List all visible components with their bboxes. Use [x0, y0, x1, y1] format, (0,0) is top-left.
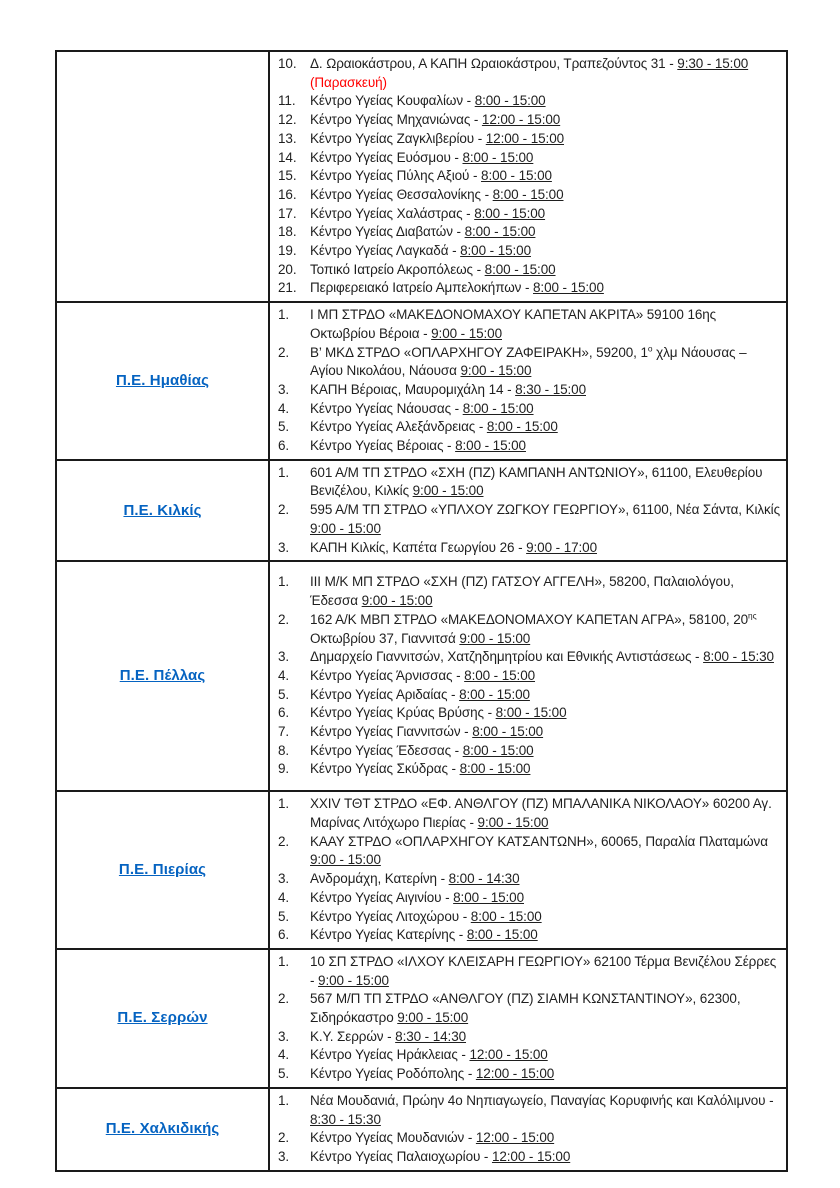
schedule-table — [55, 50, 788, 1172]
location-entry — [278, 223, 780, 242]
entry-text — [310, 381, 780, 400]
location-entry — [278, 667, 780, 686]
entry-number: 18. — [278, 224, 297, 240]
location-text: Δ. Ωραιοκάστρου, Α ΚΑΠΗ Ωραιοκάστρου, Τραπεζούντος 31 - — [310, 56, 678, 71]
entry-text — [310, 870, 780, 889]
location-text: Κέντρο Υγείας Νάουσας - — [310, 400, 463, 416]
entry-number: 2. — [278, 344, 290, 360]
location-entry — [278, 1046, 780, 1065]
region-row — [56, 791, 787, 949]
location-entry — [278, 611, 780, 648]
entry-number: 3. — [278, 1028, 290, 1044]
entry-number: 19. — [278, 243, 297, 259]
entry-text — [310, 344, 780, 381]
location-text: Κέντρο Υγείας Κατερίνης - — [310, 927, 467, 943]
opening-hours: 9:00 - 17:00 — [526, 539, 597, 555]
entry-number: 4. — [278, 889, 290, 905]
region-label-cell — [56, 302, 269, 460]
opening-hours: 12:00 - 15:00 — [491, 1148, 571, 1164]
location-text: 10 ΣΠ ΣΤΡΔΟ «ΙΛΧΟΥ ΚΛΕΙΣΑΡΗ ΓΕΩΡΓΙΟΥ» 62100 Τέρμα Βενιζέλου Σέρρες - — [310, 953, 777, 988]
entry-text — [310, 1046, 780, 1065]
entry-text — [310, 667, 780, 686]
location-entry — [278, 501, 780, 538]
location-text: Κέντρο Υγείας Αλεξάνδρειας - — [310, 419, 487, 435]
opening-hours: 8:00 - 15:00 — [453, 889, 524, 905]
entry-text — [310, 437, 780, 456]
region-label-cell — [56, 561, 269, 791]
location-text: Οκτωβρίου 37, Γιαννιτσά — [310, 630, 460, 646]
entry-text — [310, 611, 780, 648]
entry-number: 7. — [278, 724, 290, 740]
opening-hours: 8:00 - 15:00 — [486, 419, 558, 435]
location-text: Κέντρο Υγείας Πύλης Αξιού - — [310, 168, 482, 184]
entry-text — [310, 742, 780, 761]
entry-text — [310, 1092, 780, 1129]
location-text: Κέντρο Υγείας Παλαιοχωρίου - — [310, 1148, 492, 1164]
location-entry — [278, 889, 780, 908]
entry-number: 5. — [278, 908, 290, 924]
entry-number: 3. — [278, 871, 290, 887]
location-text: Κέντρο Υγείας Λιτοχώρου - — [310, 908, 471, 924]
entry-text — [310, 261, 780, 280]
opening-hours: 9:00 - 15:00 — [460, 363, 532, 379]
entry-number: 6. — [278, 705, 290, 721]
entry-number: 13. — [278, 130, 297, 146]
opening-hours: 12:00 - 15:00 — [475, 1130, 555, 1146]
opening-hours: 8:30 - 14:30 — [395, 1028, 467, 1044]
region-row — [56, 302, 787, 460]
entry-number: 5. — [278, 686, 290, 702]
location-text: Κέντρο Υγείας Γιαννιτσών - — [310, 724, 473, 740]
location-text: ΙΙΙ Μ/Κ ΜΠ ΣΤΡΔΟ «ΣΧΗ (ΠΖ) ΓΑΤΣΟΥ ΑΓΓΕΛΗ», 58200, Παλαιολόγου, Έδεσσα — [310, 574, 734, 609]
entry-number: 16. — [278, 186, 297, 202]
location-text: Ανδρομάχη, Κατερίνη - — [310, 871, 449, 887]
opening-hours: 9:00 - 15:00 — [431, 325, 502, 341]
region-label-cell — [56, 460, 269, 562]
location-text: Κέντρο Υγείας Ροδόπολης - — [310, 1066, 476, 1082]
location-text: Κέντρο Υγείας Έδεσσας - — [310, 742, 463, 758]
entry-number: 2. — [278, 833, 290, 849]
location-entry — [278, 1065, 780, 1084]
location-text: Κέντρο Υγείας Ηράκλειας - — [310, 1047, 470, 1063]
location-text: Κέντρο Υγείας Θεσσαλονίκης - — [310, 186, 493, 202]
locations-cell — [269, 791, 787, 949]
opening-hours: 9:00 - 15:00 — [477, 814, 549, 830]
location-text: 162 Α/Κ ΜΒΠ ΣΤΡΔΟ «ΜΑΚΕΔΟΝΟΜΑΧΟΥ ΚΑΠΕΤΑΝ ΑΓΡΑ», 58100, 20 — [310, 611, 749, 627]
opening-hours: 9:00 - 15:00 — [397, 1010, 469, 1026]
opening-hours: 8:00 - 15:30 — [703, 649, 774, 665]
entry-text — [310, 704, 780, 723]
entry-number: 3. — [278, 381, 290, 397]
entry-number: 3. — [278, 539, 290, 555]
location-entry — [278, 279, 780, 298]
entry-number: 1. — [278, 1092, 290, 1108]
opening-hours: 9:00 - 15:00 — [459, 630, 531, 646]
entry-text — [310, 990, 780, 1027]
entry-text — [310, 92, 780, 111]
location-text: Κέντρο Υγείας Κουφαλίων - — [310, 93, 475, 109]
entry-text — [310, 149, 780, 168]
entry-number: 9. — [278, 761, 290, 777]
location-entry — [278, 648, 780, 667]
entry-text — [310, 464, 780, 501]
entry-number: 2. — [278, 611, 290, 627]
location-entry — [278, 306, 780, 343]
entry-text — [310, 686, 780, 705]
location-entry — [278, 381, 780, 400]
location-entry — [278, 833, 780, 870]
location-entry — [278, 205, 780, 224]
location-text: Κ.Υ. Σερρών - — [310, 1028, 396, 1044]
opening-hours: 9:00 - 15:00 — [318, 972, 389, 988]
entry-text — [310, 953, 780, 990]
entry-text — [310, 279, 780, 298]
location-entry — [278, 149, 780, 168]
opening-hours: 8:00 - 15:00 — [459, 761, 531, 777]
entry-text — [310, 130, 780, 149]
region-label-cell — [56, 51, 269, 302]
location-entry — [278, 870, 780, 889]
entry-text — [310, 723, 780, 742]
region-label: Π.Ε. Κιλκίς — [123, 501, 202, 519]
entry-number: 4. — [278, 400, 290, 416]
entry-number: 3. — [278, 649, 290, 665]
entry-text — [310, 1065, 780, 1084]
opening-hours: 9:00 - 15:00 — [310, 520, 381, 536]
location-text: XXIV ΤΘΤ ΣΤΡΔΟ «ΕΦ. ΑΝΘΛΓΟΥ (ΠΖ) ΜΠΑΛΑΝΙΚΑ ΝΙΚΟΛΑΟΥ» 60200 Αγ. Μαρίνας Λιτόχωρο Πιερίας - — [310, 796, 772, 830]
entry-number: 6. — [278, 438, 290, 454]
entry-number: 2. — [278, 502, 290, 518]
location-entry — [278, 795, 780, 832]
entry-number: 1. — [278, 953, 290, 969]
location-text: Β’ ΜΚΔ ΣΤΡΔΟ «ΟΠΛΑΡΧΗΓΟΥ ΖΑΦΕΙΡΑΚΗ», 59200, 1 — [310, 344, 648, 360]
entry-text — [310, 400, 780, 419]
entry-text — [310, 908, 780, 927]
location-text: 601 Α/Μ ΤΠ ΣΤΡΔΟ «ΣΧΗ (ΠΖ) ΚΑΜΠΑΝΗ ΑΝΤΩΝΙΟΥ», 61100, Ελευθερίου Βενιζέλου, Κιλκίς — [310, 464, 763, 499]
location-text: Κέντρο Υγείας Ζαγκλιβερίου - — [310, 130, 486, 146]
location-entry — [278, 1028, 780, 1047]
schedule-table-body — [56, 51, 787, 1171]
locations-cell — [269, 302, 787, 460]
opening-hours: 12:00 - 15:00 — [485, 130, 565, 146]
entry-text — [310, 833, 780, 870]
opening-hours: 8:30 - 15:00 — [515, 381, 586, 397]
locations-cell — [269, 561, 787, 791]
location-entry — [278, 742, 780, 761]
locations-cell — [269, 51, 787, 302]
location-text: Κέντρο Υγείας Μουδανιών - — [310, 1130, 476, 1146]
locations-cell — [269, 949, 787, 1088]
location-entry — [278, 1092, 780, 1129]
opening-hours: 8:00 - 15:00 — [462, 400, 534, 416]
opening-hours: 8:00 - 15:00 — [474, 93, 546, 109]
opening-hours: 8:00 - 14:30 — [448, 871, 520, 887]
region-label-cell — [56, 949, 269, 1088]
opening-hours: 9:00 - 15:00 — [310, 852, 381, 868]
region-row — [56, 460, 787, 562]
entry-number: 11. — [278, 93, 296, 109]
location-entry — [278, 953, 780, 990]
entry-text — [310, 186, 780, 205]
region-row — [56, 51, 787, 302]
entry-number: 1. — [278, 796, 290, 812]
location-entry — [278, 686, 780, 705]
entry-text — [310, 573, 780, 610]
location-entry — [278, 990, 780, 1027]
location-text: Δημαρχείο Γιαννιτσών, Χατζηδημητρίου και Εθνικής Αντιστάσεως - — [310, 649, 704, 665]
entry-number: 12. — [278, 112, 297, 128]
opening-hours: 8:00 - 15:00 — [492, 186, 564, 202]
location-entry — [278, 111, 780, 130]
entry-number: 17. — [278, 205, 297, 221]
entry-text — [310, 167, 780, 186]
entry-text — [310, 926, 780, 945]
region-label: Π.Ε. Πιερίας — [118, 861, 207, 879]
region-label: Π.Ε. Χαλκιδικής — [105, 1120, 220, 1138]
entry-number: 6. — [278, 927, 290, 943]
location-text: Κέντρο Υγείας Αιγινίου - — [310, 889, 454, 905]
opening-hours: 8:00 - 15:00 — [474, 205, 546, 221]
location-entry — [278, 464, 780, 501]
location-entry — [278, 55, 780, 92]
opening-hours: 9:00 - 15:00 — [361, 593, 433, 609]
location-text: Κέντρο Υγείας Σκύδρας - — [310, 761, 460, 777]
entry-text — [310, 1028, 780, 1047]
location-entry — [278, 130, 780, 149]
location-entry — [278, 539, 780, 558]
opening-hours: 12:00 - 15:00 — [481, 112, 561, 128]
location-text: Κέντρο Υγείας Άρνισσας - — [310, 667, 465, 683]
entry-number: 2. — [278, 1130, 290, 1146]
location-text: Νέα Μουδανιά, Πρώην 4ο Νηπιαγωγείο, Παναγίας Κορυφινής και Καλόλιμνου - — [310, 1092, 774, 1108]
location-entry — [278, 242, 780, 261]
entry-text — [310, 111, 780, 130]
location-entry — [278, 400, 780, 419]
opening-hours: 8:00 - 15:00 — [455, 438, 526, 454]
opening-hours: 8:00 - 15:00 — [484, 261, 556, 277]
region-label: Π.Ε. Ημαθίας — [115, 371, 210, 389]
entry-text — [310, 539, 780, 558]
entry-number: 14. — [278, 149, 297, 165]
opening-hours: 8:00 - 15:00 — [481, 168, 552, 184]
location-entry — [278, 261, 780, 280]
opening-hours: 8:00 - 15:00 — [466, 927, 538, 943]
entry-text — [310, 418, 780, 437]
opening-hours: 8:00 - 15:00 — [464, 667, 536, 683]
entry-text — [310, 223, 780, 242]
region-row — [56, 1088, 787, 1171]
region-label: Π.Ε. Πέλλας — [119, 667, 206, 685]
location-entry — [278, 167, 780, 186]
entry-number: 5. — [278, 419, 290, 435]
locations-cell — [269, 1088, 787, 1171]
location-text: Κέντρο Υγείας Μηχανιώνας - — [310, 112, 482, 128]
opening-hours: 9:30 - 15:00 — [677, 56, 749, 71]
location-text: Κέντρο Υγείας Ευόσμου - — [310, 149, 463, 165]
location-text: Κέντρο Υγείας Κρύας Βρύσης - — [310, 705, 496, 721]
entry-number: 1. — [278, 464, 290, 480]
opening-hours: 8:00 - 15:00 — [462, 149, 534, 165]
location-entry — [278, 704, 780, 723]
entry-number: 3. — [278, 1148, 290, 1164]
entry-text — [310, 760, 780, 779]
location-text: χλμ Νάουσας – Αγίου Νικολάου, Νάουσα — [310, 344, 747, 379]
ordinal-suffix: ης — [748, 610, 757, 621]
location-entry — [278, 1129, 780, 1148]
location-text: ΚΑΑΥ ΣΤΡΔΟ «ΟΠΛΑΡΧΗΓΟΥ ΚΑΤΣΑΝΤΩΝΗ», 60065, Παραλία Πλαταμώνα — [310, 833, 768, 849]
entry-text — [310, 501, 780, 538]
location-text: Περιφερειακό Ιατρείο Αμπελοκήπων - — [310, 280, 534, 296]
entry-number: 4. — [278, 667, 290, 683]
region-row — [56, 949, 787, 1088]
day-note: (Παρασκευή) — [310, 74, 387, 90]
ordinal-suffix: ο — [647, 343, 653, 354]
entry-number: 8. — [278, 742, 290, 758]
opening-hours: 8:00 - 15:00 — [462, 742, 534, 758]
location-text: ΚΑΠΗ Βέροιας, Μαυρομιχάλη 14 - — [310, 381, 516, 397]
opening-hours: 8:00 - 15:00 — [459, 686, 530, 702]
location-entry — [278, 1148, 780, 1167]
location-entry — [278, 908, 780, 927]
entry-text — [310, 205, 780, 224]
entry-number: 1. — [278, 307, 290, 323]
entry-text — [310, 795, 780, 832]
location-text: Κέντρο Υγείας Αριδαίας - — [310, 686, 460, 702]
entry-number: 4. — [278, 1047, 290, 1063]
locations-cell — [269, 460, 787, 562]
entry-number: 10. — [278, 56, 297, 71]
opening-hours: 12:00 - 15:00 — [469, 1047, 548, 1063]
location-text: 567 Μ/Π ΤΠ ΣΤΡΔΟ «ΑΝΘΛΓΟΥ (ΠΖ) ΣΙΑΜΗ ΚΩΝΣΤΑΝΤΙΝΟΥ», 62300, Σιδηρόκαστρο — [310, 991, 741, 1026]
location-text: 595 Α/Μ ΤΠ ΣΤΡΔΟ «ΥΠΛΧΟΥ ΖΩΓΚΟΥ ΓΕΩΡΓΙΟΥ», 61100, Νέα Σάντα, Κιλκίς — [310, 502, 780, 518]
region-label-cell — [56, 791, 269, 949]
entry-text — [310, 1129, 780, 1148]
location-text: Κέντρο Υγείας Χαλάστρας - — [310, 205, 475, 221]
location-text: Κέντρο Υγείας Βέροιας - — [310, 438, 456, 454]
location-text: Τοπικό Ιατρείο Ακροπόλεως - — [310, 261, 485, 277]
location-entry — [278, 344, 780, 381]
entry-text — [310, 306, 780, 343]
opening-hours: 8:30 - 15:30 — [310, 1111, 381, 1127]
location-text: Κέντρο Υγείας Διαβατών - — [310, 224, 465, 240]
opening-hours: 8:00 - 15:00 — [472, 724, 544, 740]
region-label: Π.Ε. Σερρών — [117, 1009, 208, 1027]
entry-text — [310, 242, 780, 261]
entry-text — [310, 889, 780, 908]
location-entry — [278, 92, 780, 111]
entry-number: 15. — [278, 168, 297, 184]
opening-hours: 8:00 - 15:00 — [464, 224, 536, 240]
location-entry — [278, 760, 780, 779]
location-entry — [278, 926, 780, 945]
entry-text — [310, 55, 780, 92]
opening-hours: 8:00 - 15:00 — [495, 705, 567, 721]
entry-number: 21. — [278, 280, 297, 296]
location-text: ΚΑΠΗ Κιλκίς, Καπέτα Γεωργίου 26 - — [310, 539, 527, 555]
location-text: Κέντρο Υγείας Λαγκαδά - — [310, 243, 461, 259]
location-entry — [278, 437, 780, 456]
region-label-cell — [56, 1088, 269, 1171]
entry-number: 1. — [278, 574, 290, 590]
opening-hours: 12:00 - 15:00 — [475, 1066, 555, 1082]
region-row — [56, 561, 787, 791]
location-entry — [278, 418, 780, 437]
location-text: Ι ΜΠ ΣΤΡΔΟ «ΜΑΚΕΔΟΝΟΜΑΧΟΥ ΚΑΠΕΤΑΝ ΑΚΡΙΤΑ» 59100 16ης Οκτωβρίου Βέροια - — [310, 307, 717, 341]
entry-number: 2. — [278, 991, 290, 1007]
opening-hours: 8:00 - 15:00 — [533, 280, 604, 296]
opening-hours: 8:00 - 15:00 — [460, 243, 531, 259]
entry-number: 20. — [278, 261, 297, 277]
entry-text — [310, 648, 780, 667]
location-entry — [278, 573, 780, 610]
entry-text — [310, 1148, 780, 1167]
opening-hours: 9:00 - 15:00 — [412, 483, 484, 499]
location-entry — [278, 186, 780, 205]
location-entry — [278, 723, 780, 742]
entry-number: 5. — [278, 1066, 290, 1082]
opening-hours: 8:00 - 15:00 — [470, 908, 542, 924]
